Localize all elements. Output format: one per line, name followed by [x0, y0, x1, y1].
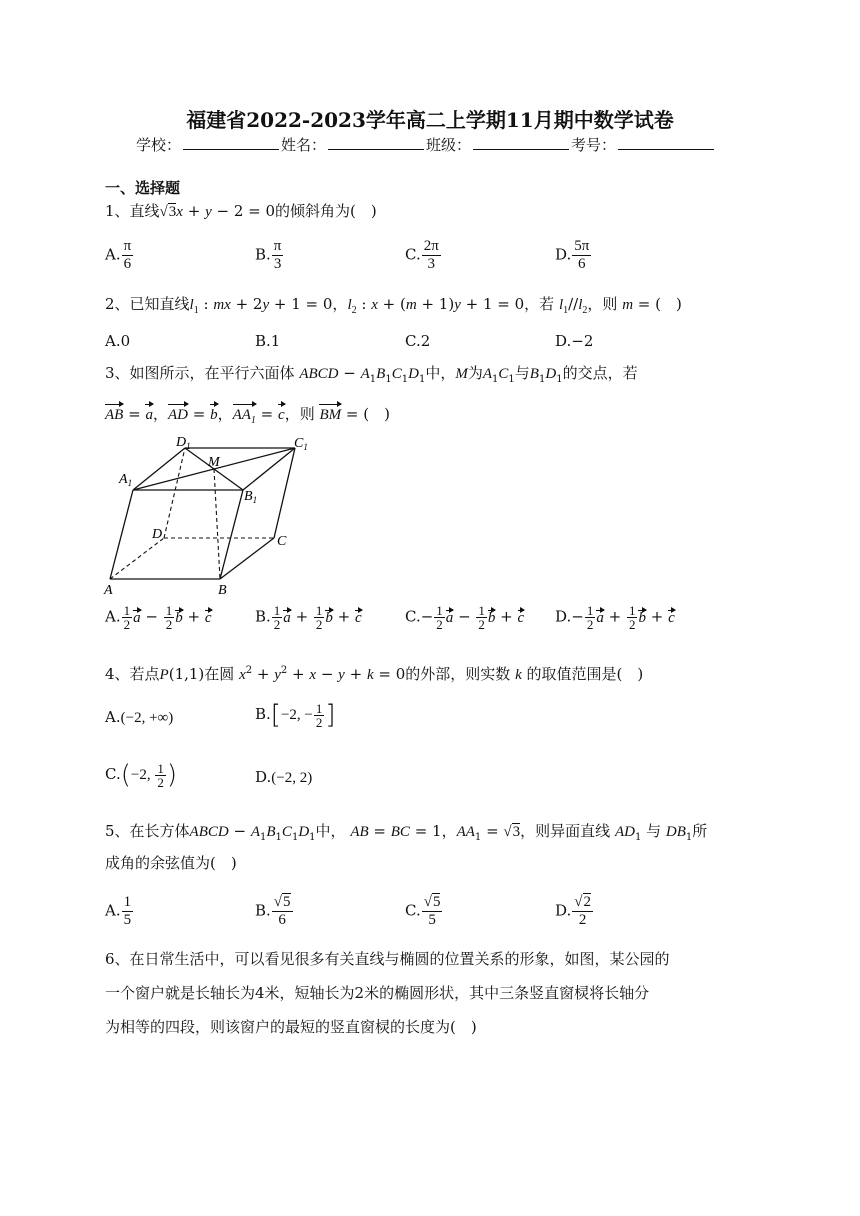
- label-D: D: [152, 527, 163, 542]
- q2-option-b[interactable]: B.1: [255, 332, 281, 350]
- q3-option-c[interactable]: C.− $\frac{1}{2}$ a − $\frac{1}{2}$ b + c: [405, 603, 525, 632]
- q3-option-d[interactable]: D.− $\frac{1}{2}$ a + $\frac{1}{2}$ b + c: [555, 603, 675, 632]
- question-3-vectors: AB = a，AD = b，$AA_1 = c$，则 BM = ( ): [105, 403, 390, 432]
- q5-option-d[interactable]: D. $\frac{√2}{2}$: [555, 894, 591, 928]
- question-2: 2、已知直线$l_1$ : mx + 2y + 1 = 0，$l_2$ : x + (m + 1)y + 1 = 0，若 $l_1//l_2$，则 m = ( ): [105, 295, 682, 316]
- label-D1: $D_1$: [176, 435, 191, 451]
- q5-option-c[interactable]: C. $\frac{√5}{5}$: [405, 894, 441, 928]
- q1-option-b[interactable]: B. $\frac{\pi}{3}$: [255, 238, 282, 272]
- edge-CC1: [274, 448, 295, 538]
- segment-BM: [214, 469, 220, 579]
- q4-option-b[interactable]: B.[−2, − $\frac{1}{2}$ ]: [255, 700, 336, 730]
- label-B1: $B_1$: [244, 489, 258, 505]
- question-4: 4、若点P(1,1)在圆 $x^2 + y^2 + x - y + k = 0$的外部，则实数 k 的取值范围是( ): [105, 665, 644, 683]
- q1-option-a[interactable]: A. $\frac{\pi}{6}$: [105, 238, 132, 272]
- edge-DD1: [164, 448, 185, 538]
- q4-option-a[interactable]: A.(−2, +∞): [105, 708, 174, 726]
- q3-option-a[interactable]: A. $\frac{1}{2}$ a − $\frac{1}{2}$ b + c: [105, 603, 212, 632]
- number-label: 考号：: [571, 136, 617, 154]
- edge-AA1: [110, 490, 133, 579]
- label-C: C: [277, 534, 287, 549]
- name-blank[interactable]: [328, 135, 424, 150]
- label-A: A: [104, 583, 113, 598]
- edge-AD: [110, 538, 164, 579]
- q4-option-d[interactable]: D.(−2, 2): [255, 768, 313, 786]
- section-heading: 一、选择题: [105, 179, 181, 197]
- q5-option-a[interactable]: A. $\frac{1}{5}$: [105, 894, 132, 928]
- student-info-line: [136, 134, 716, 155]
- name-label: 姓名：: [281, 136, 327, 154]
- number-blank[interactable]: [618, 135, 714, 150]
- parallelepiped-figure: [100, 434, 308, 598]
- edge-BB1: [220, 490, 243, 579]
- class-blank[interactable]: [473, 135, 569, 150]
- question-5-line2: 成角的余弦值为( ): [105, 854, 237, 872]
- question-6-line1: 6、在日常生活中，可以看见很多有关直线与椭圆的位置关系的形象，如图，某公园的: [105, 950, 670, 968]
- label-B: B: [218, 583, 227, 598]
- label-A1: $A_1$: [119, 472, 133, 488]
- q2-option-d[interactable]: D.−2: [555, 332, 594, 350]
- class-label: 班级：: [426, 136, 472, 154]
- question-5: 5、在长方体ABCD − $A_1B_1C_1D_1$中， AB = BC = 1，$AA_1 = √3$，则异面直线 $AD_1$ 与 $DB_1$所: [105, 822, 708, 843]
- question-1: 1、直线√3x + y − 2 = 0的倾斜角为( ): [105, 202, 377, 220]
- exam-title: 福建省2022-2023学年高二上学期11月期中数学试卷: [186, 108, 674, 132]
- edge-BC: [220, 538, 274, 579]
- question-3: 3、如图所示，在平行六面体 ABCD − $A_1B_1C_1D_1$中，M为$A_1C_1$与$B_1D_1$的交点，若: [105, 364, 638, 385]
- q2-option-c[interactable]: C.2: [405, 332, 431, 350]
- school-blank[interactable]: [183, 135, 279, 150]
- label-M: M: [208, 455, 220, 470]
- q5-option-b[interactable]: B. $\frac{√5}{6}$: [255, 894, 291, 928]
- q1-option-d[interactable]: D. $\frac{5\pi}{6}$: [555, 238, 590, 272]
- q2-option-a[interactable]: A.0: [105, 332, 131, 350]
- q3-option-b[interactable]: B. $\frac{1}{2}$ a + $\frac{1}{2}$ b + c: [255, 603, 362, 632]
- question-6-line3: 为相等的四段，则该窗户的最短的竖直窗棂的长度为( ): [105, 1018, 477, 1036]
- school-label: 学校：: [136, 136, 182, 154]
- q4-option-c[interactable]: C.(−2, $\frac{1}{2}$ ): [105, 760, 177, 790]
- question-6-line2: 一个窗户就是长轴长为4米，短轴长为2米的椭圆形状，其中三条竖直窗棂将长轴分: [105, 984, 650, 1002]
- q1-option-c[interactable]: C. $\frac{2\pi}{3}$: [405, 238, 439, 272]
- label-C1: $C_1$: [294, 436, 308, 452]
